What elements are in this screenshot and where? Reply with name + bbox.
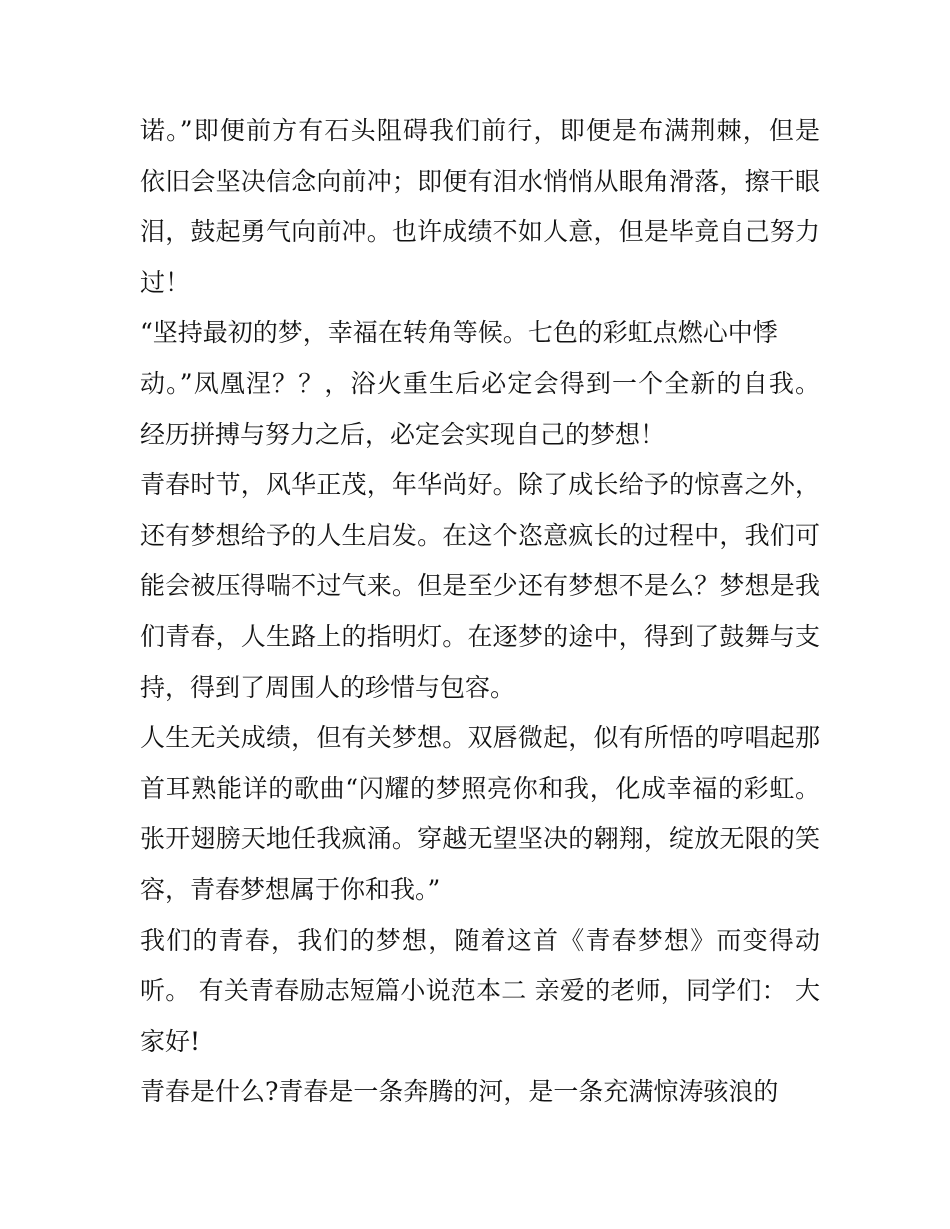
text-line: 人生无关成绩，但有关梦想。双唇微起，似有所悟的哼唱起那 xyxy=(140,723,820,753)
text-line: 动。”凤凰涅？？，浴火重生后必定会得到一个全新的自我。 xyxy=(140,368,820,398)
text-line: 张开翅膀天地任我疯涌。穿越无望坚决的翱翔，绽放无限的笑 xyxy=(140,824,820,854)
text-line: 依旧会坚决信念向前冲；即便有泪水悄悄从眼角滑落，擦干眼 xyxy=(140,166,820,196)
text-line: 听。 有关青春励志短篇小说范本二 亲爱的老师，同学们： 大 xyxy=(140,976,820,1006)
text-line: 还有梦想给予的人生启发。在这个恣意疯长的过程中，我们可 xyxy=(140,520,820,550)
text-line: 诺。”即便前方有石头阻碍我们前行，即便是布满荆棘，但是 xyxy=(140,116,820,145)
text-line: 青春时节，风华正茂，年华尚好。除了成长给予的惊喜之外， xyxy=(140,470,820,500)
text-line: 持，得到了周围人的珍惜与包容。 xyxy=(140,672,516,702)
text-line: 青春是什么?青春是一条奔腾的河，是一条充满惊涛骇浪的 xyxy=(140,1077,779,1107)
text-line: “坚持最初的梦，幸福在转角等候。七色的彩虹点燃心中悸 xyxy=(140,318,778,348)
text-line: 泪，鼓起勇气向前冲。也许成绩不如人意，但是毕竟自己努力 xyxy=(140,217,820,247)
text-line: 能会被压得喘不过气来。但是至少还有梦想不是么？梦想是我 xyxy=(140,571,820,601)
document-body xyxy=(140,106,820,1118)
text-line: 我们的青春，我们的梦想，随着这首《青春梦想》而变得动 xyxy=(140,925,820,955)
text-line: 家好! xyxy=(140,1026,201,1056)
text-line: 容，青春梦想属于你和我。” xyxy=(140,874,441,904)
text-line: 经历拼搏与努力之后，必定会实现自己的梦想！ xyxy=(140,419,666,449)
text-line: 们青春，人生路上的指明灯。在逐梦的途中，得到了鼓舞与支 xyxy=(140,621,820,651)
text-line: 首耳熟能详的歌曲“闪耀的梦照亮你和我，化成幸福的彩虹。 xyxy=(140,773,820,803)
text-line: 过！ xyxy=(140,267,191,297)
